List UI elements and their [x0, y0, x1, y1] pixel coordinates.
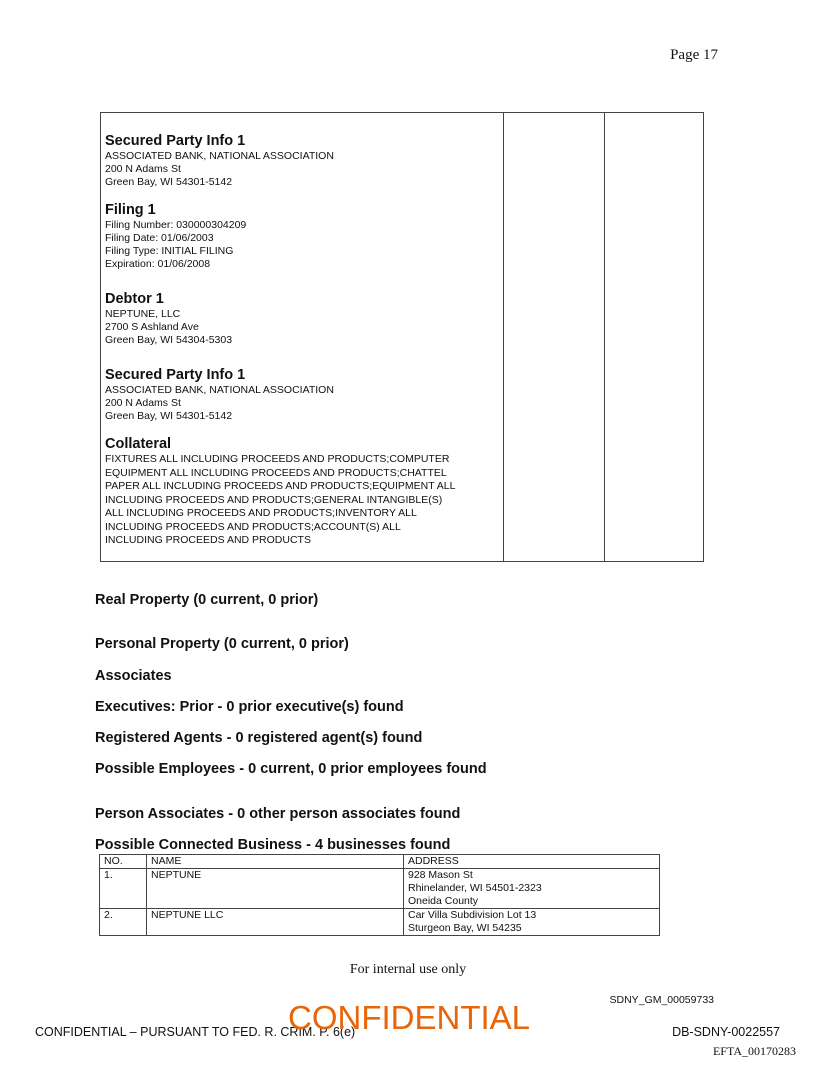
- section-line: Green Bay, WI 54301-5142: [105, 410, 233, 422]
- column-header: ADDRESS: [404, 855, 660, 869]
- filing-details: [105, 133, 497, 561]
- section-line: Filing Type: INITIAL FILING: [105, 245, 234, 257]
- internal-use-note: For internal use only: [349, 962, 467, 977]
- section-line: Green Bay, WI 54301-5142: [105, 176, 233, 188]
- section-line: NEPTUNE, LLC: [105, 308, 181, 320]
- section-line: 2700 S Ashland Ave: [105, 321, 199, 333]
- row-number: 1.: [100, 869, 147, 909]
- row-number: 2.: [100, 909, 147, 936]
- section-line: 200 N Adams St: [105, 163, 181, 175]
- bates-number-efta: EFTA_00170283: [712, 1044, 796, 1058]
- address-line: Rhinelander, WI 54501-2323: [408, 882, 542, 894]
- confidential-stamp: CONFIDENTIAL: [288, 999, 531, 1036]
- address-line: Sturgeon Bay, WI 54235: [408, 922, 522, 934]
- collateral-line: INCLUDING PROCEEDS AND PRODUCTS;GENERAL INTANGIBLE(S): [105, 493, 443, 506]
- section-title: Filing 1: [105, 202, 156, 218]
- address-line: Oneida County: [408, 895, 479, 907]
- column-header: NO.: [100, 855, 147, 869]
- personal-property-heading: Personal Property (0 current, 0 prior): [95, 636, 349, 652]
- section-title: Secured Party Info 1: [105, 133, 246, 149]
- confidential-pursuant-notice: CONFIDENTIAL – PURSUANT TO FED. R. CRIM. P. 6(e): [35, 1025, 356, 1039]
- section-title: Secured Party Info 1: [105, 367, 246, 383]
- address-line: Car Villa Subdivision Lot 13: [408, 909, 537, 921]
- person-associates-heading: Person Associates - 0 other person associates found: [95, 806, 461, 822]
- bates-number-db-sdny: DB-SDNY-0022557: [672, 1025, 780, 1039]
- section-line: ASSOCIATED BANK, NATIONAL ASSOCIATION: [105, 384, 334, 396]
- ucc-filing-box: [100, 112, 704, 562]
- section-line: Filing Date: 01/06/2003: [105, 232, 214, 244]
- secured-party-section: [105, 133, 497, 189]
- collateral-section: [105, 436, 497, 548]
- collateral-line: EQUIPMENT ALL INCLUDING PROCEEDS AND PRODUCTS;CHATTEL: [105, 466, 447, 479]
- section-line: ASSOCIATED BANK, NATIONAL ASSOCIATION: [105, 150, 334, 162]
- address-line: 928 Mason St: [408, 869, 473, 881]
- secured-party-section: [105, 367, 497, 423]
- real-property-heading: Real Property (0 current, 0 prior): [95, 592, 319, 608]
- column-header: NAME: [147, 855, 404, 869]
- section-line: Green Bay, WI 54304-5303: [105, 334, 233, 346]
- possible-employees-heading: Possible Employees - 0 current, 0 prior employees found: [95, 761, 487, 777]
- business-address: [404, 909, 660, 936]
- connected-business-table: [99, 854, 660, 936]
- business-name: NEPTUNE LLC: [147, 909, 404, 936]
- section-title: Collateral: [105, 436, 172, 452]
- section-title: Debtor 1: [105, 291, 164, 307]
- page-number: Page 17: [670, 47, 718, 63]
- registered-agents-heading: Registered Agents - 0 registered agent(s) found: [95, 730, 423, 746]
- filing-section: [105, 202, 497, 271]
- collateral-line: INCLUDING PROCEEDS AND PRODUCTS: [105, 534, 311, 546]
- section-line: Expiration: 01/06/2008: [105, 258, 211, 270]
- collateral-line: ALL INCLUDING PROCEEDS AND PRODUCTS;INVENTORY ALL: [105, 507, 417, 519]
- table-row: [100, 909, 660, 936]
- connected-business-heading: Possible Connected Business - 4 businesses found: [95, 837, 451, 853]
- business-name: NEPTUNE: [147, 869, 404, 909]
- business-address: [404, 869, 660, 909]
- table-row: [100, 869, 660, 909]
- column-divider: [604, 113, 605, 561]
- column-divider: [503, 113, 504, 561]
- collateral-line: FIXTURES ALL INCLUDING PROCEEDS AND PRODUCTS;COMPUTER: [105, 453, 450, 465]
- table-header-row: [100, 855, 660, 869]
- collateral-line: PAPER ALL INCLUDING PROCEEDS AND PRODUCTS;EQUIPMENT ALL: [105, 480, 456, 492]
- associates-heading: Associates: [95, 668, 172, 684]
- collateral-line: INCLUDING PROCEEDS AND PRODUCTS;ACCOUNT(S) ALL: [105, 520, 401, 533]
- bates-number-sdny-gm: SDNY_GM_00059733: [609, 994, 714, 1006]
- debtor-section: [105, 291, 497, 347]
- executives-heading: Executives: Prior - 0 prior executive(s) found: [95, 699, 404, 715]
- section-line: 200 N Adams St: [105, 397, 181, 409]
- section-line: Filing Number: 030000304209: [105, 219, 247, 231]
